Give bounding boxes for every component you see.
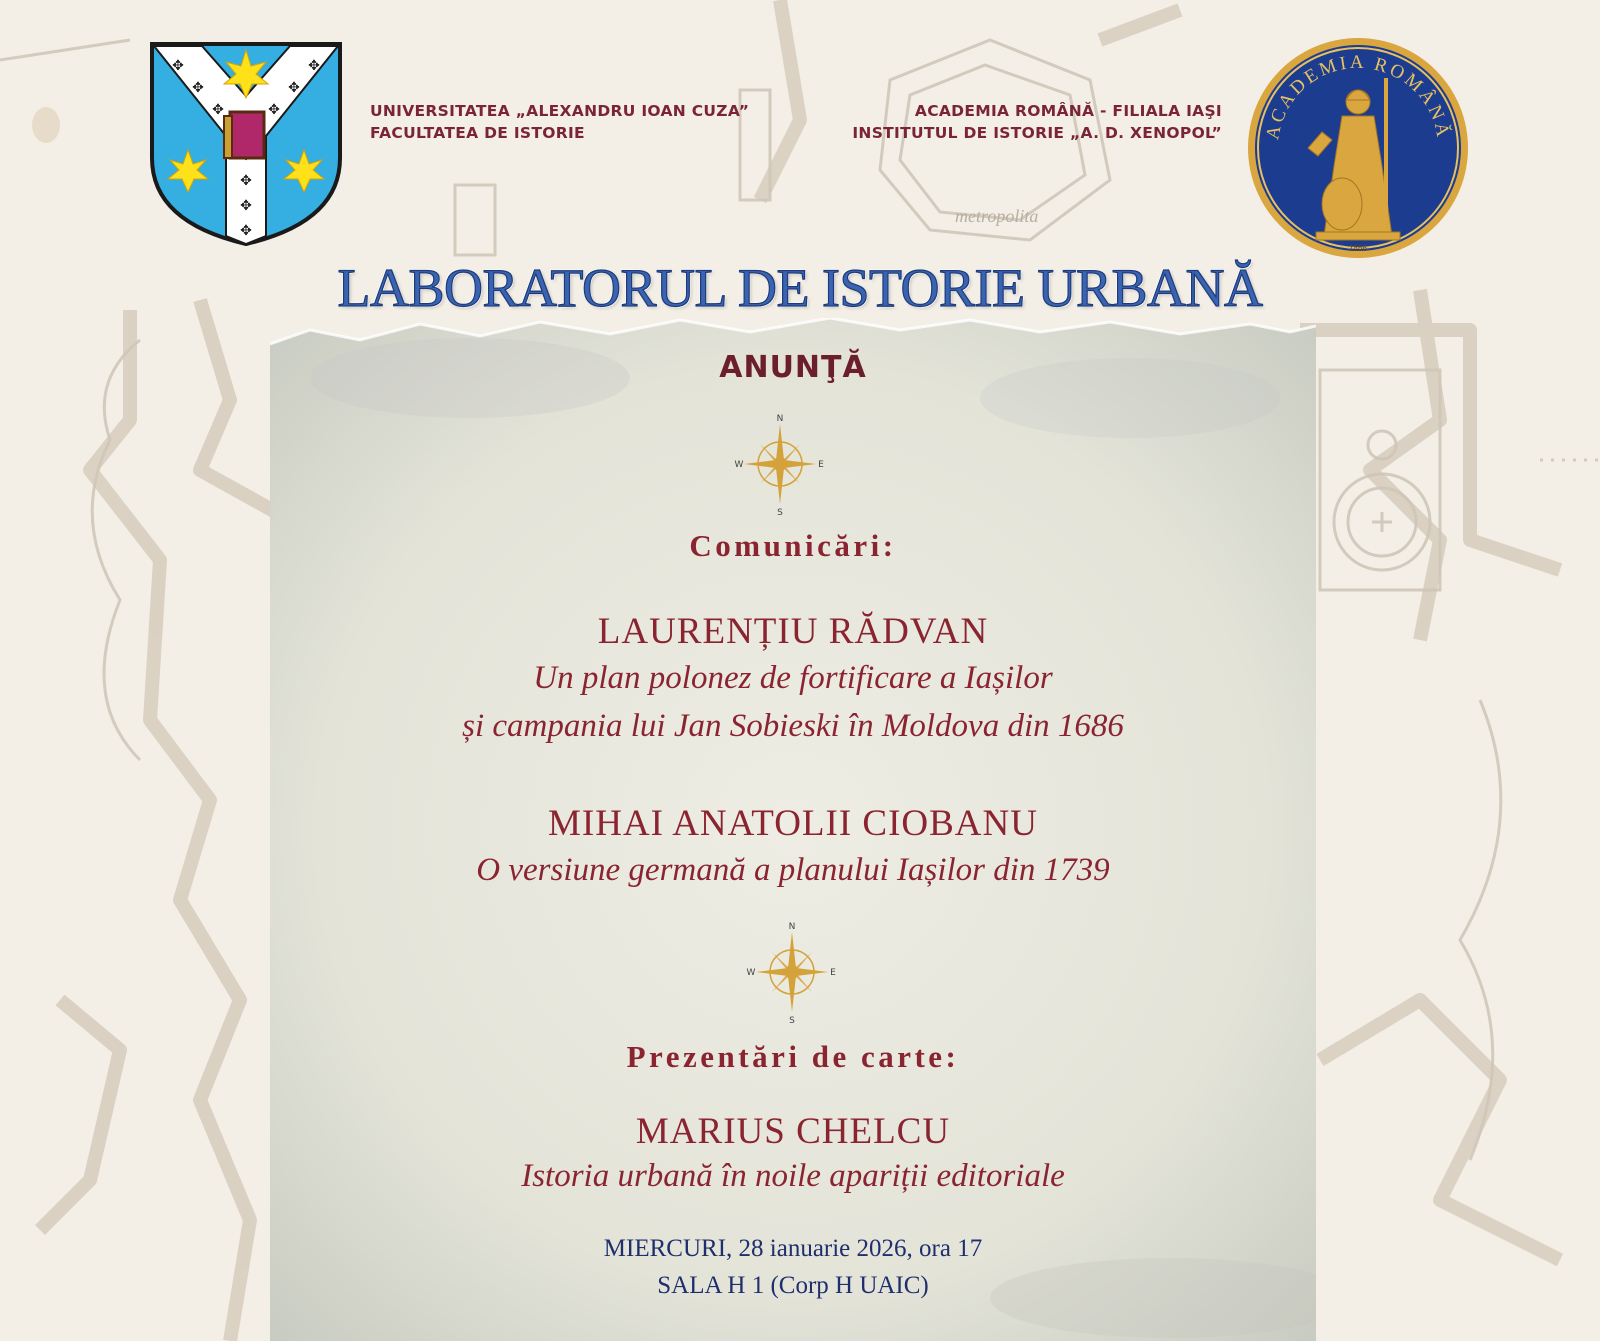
speaker-1-title-line-1: Un plan polonez de fortificare a Iașilor [533, 660, 1053, 696]
svg-text:✥: ✥ [240, 198, 252, 214]
svg-text:✥: ✥ [192, 80, 204, 96]
seal-text: ACADEMIA ROMÂNĂ [1262, 51, 1454, 142]
faculty-name: FACULTATEA DE ISTORIE [370, 124, 585, 142]
compass-n-label: N [776, 414, 784, 424]
speaker-1-title-line-2: și campania lui Jan Sobieski în Moldova din 1686 [462, 708, 1124, 744]
svg-text:✥: ✥ [240, 173, 252, 189]
communications-heading: Comunicări: [689, 528, 897, 563]
speaker-1-name: LAURENȚIU RĂDVAN [597, 611, 989, 652]
svg-text:✥: ✥ [288, 80, 300, 96]
event-datetime: MIERCURI, 28 ianuarie 2026, ora 17 [603, 1235, 983, 1262]
compass-e-label: E [818, 460, 824, 470]
compass-s-label: S [789, 1016, 795, 1024]
svg-text:✥: ✥ [268, 102, 280, 118]
svg-text:✥: ✥ [308, 58, 320, 74]
institute-name: INSTITUTUL DE ISTORIE „A. D. XENOPOL” [852, 124, 1222, 142]
svg-text:✥: ✥ [172, 58, 184, 74]
lab-title: LABORATORUL DE ISTORIE URBANĂ [337, 258, 1263, 318]
map-annotation: metropolita [955, 206, 1039, 226]
compass-w-label: W [746, 968, 756, 978]
university-name-block [370, 100, 749, 144]
presenter-name: MARIUS CHELCU [635, 1111, 951, 1152]
speaker-2-title-line-1: O versiune germană a planului Iașilor din 1739 [476, 852, 1110, 888]
compass-w-label: W [734, 460, 744, 470]
seal-year: 1866 [1349, 243, 1367, 253]
romanian-academy-seal [1246, 36, 1470, 260]
book-presentations-heading: Prezentări de carte: [626, 1039, 960, 1074]
presentation-title: Istoria urbană în noile apariții editoriale [521, 1158, 1065, 1194]
compass-n-label: N [788, 922, 796, 932]
compass-e-label: E [830, 968, 836, 978]
event-location: SALA H 1 (Corp H UAIC) [657, 1272, 929, 1299]
compass-rose-icon [734, 412, 826, 516]
academy-branch-name: ACADEMIA ROMÂNĂ - FILIALA IAŞI [914, 102, 1222, 120]
svg-text:✥: ✥ [212, 102, 224, 118]
speaker-2-name: MIHAI ANATOLII CIOBANU [548, 803, 1038, 844]
university-name: UNIVERSITATEA „ALEXANDRU IOAN CUZA” [370, 102, 750, 120]
compass-rose-icon [746, 920, 838, 1024]
academy-name-block [852, 100, 1222, 144]
svg-text:✥: ✥ [240, 223, 252, 239]
announce-heading: ANUNŢĂ [719, 350, 867, 385]
compass-s-label: S [777, 508, 783, 516]
university-shield-logo [148, 40, 344, 246]
